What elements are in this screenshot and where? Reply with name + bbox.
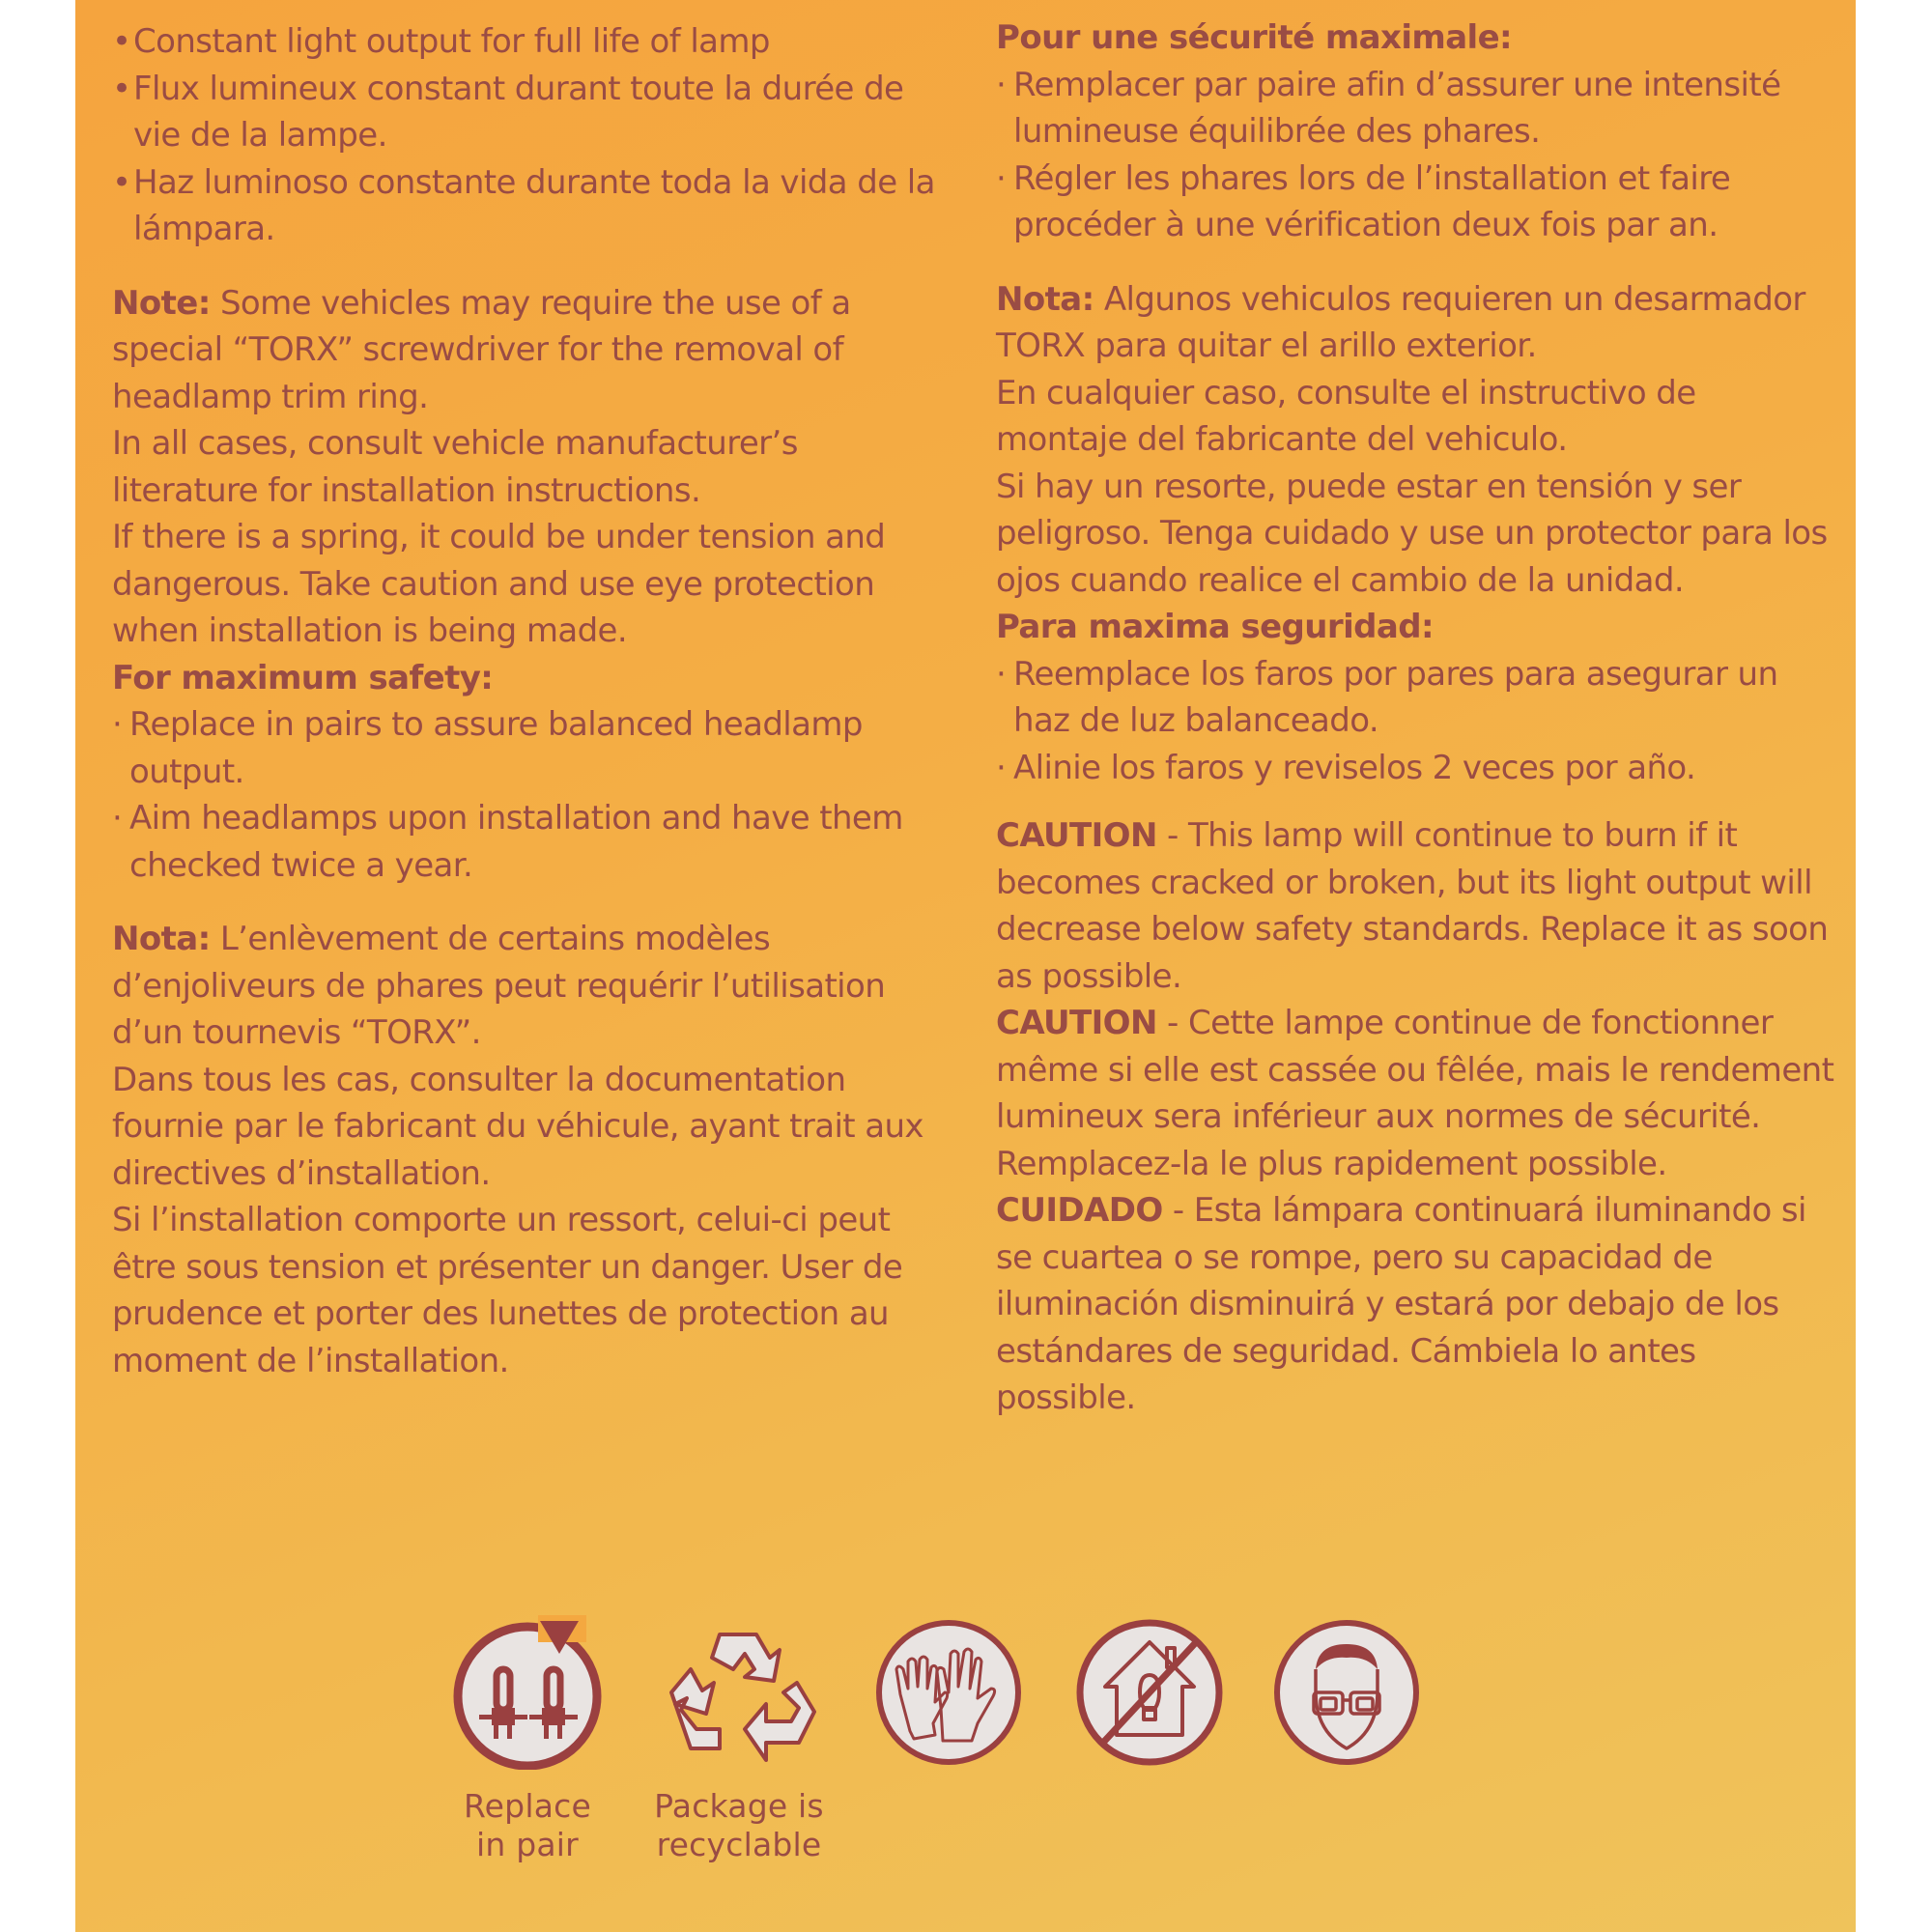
note-es-p2: En cualquier caso, consulte el instructivo de montaje del fabricante del vehiculo. (996, 373, 1696, 459)
icon-row (0, 1615, 1932, 1866)
eye-protection-icon (1269, 1615, 1424, 1770)
note-es-p3: Si hay un resorte, puede estar en tensión y ser peligroso. Tenga cuidado y use un protector para los ojos cuando realice el cambio de la unidad. (996, 467, 1828, 600)
feature-en: • Constant light output for full life of lamp (112, 18, 943, 66)
safety-es-item: · Alinie los faros y reviselos 2 veces por año. (996, 745, 1836, 792)
not-for-household-use (1043, 1615, 1256, 1770)
caution-separator: - (1156, 816, 1188, 855)
note-en-label: Note: (112, 283, 211, 323)
right-column (996, 14, 1836, 1422)
caution-en (996, 812, 1836, 1000)
no-household-use-icon (1072, 1615, 1227, 1770)
note-en-p2: In all cases, consult vehicle manufacturer’s literature for installation instructions. (112, 424, 798, 510)
caution-label: CAUTION (996, 816, 1157, 855)
wear-gloves (842, 1615, 1055, 1770)
package-recyclable (633, 1615, 845, 1864)
note-fr-label: Nota: (112, 920, 211, 958)
left-column (112, 18, 943, 1384)
caution-label: CUIDADO (996, 1191, 1163, 1230)
caution-fr (996, 1000, 1836, 1187)
package-recyclable-label: Package is recyclable (654, 1787, 824, 1863)
recycle-icon (652, 1615, 826, 1770)
safety-en-item: · Aim headlamps upon installation and have them checked twice a year. (112, 795, 943, 889)
safety-en-item: · Replace in pairs to assure balanced headlamp output. (112, 701, 943, 795)
note-fr (112, 916, 943, 1057)
gloves-icon (871, 1615, 1026, 1770)
safety-en-heading: For maximum safety: (112, 658, 494, 697)
note-fr-text: L’enlèvement de certains modèles d’enjoliveurs de phares peut requérir l’utilisation d’un tournevis “TORX”. (112, 920, 886, 1052)
wear-eye-protection (1240, 1615, 1453, 1770)
caution-text: Cette lampe continue de fonctionner même si elle est cassée ou fêlée, mais le rendement lumineux sera inférieur aux normes de sécurité. Remplacez-la le plus rapidement possible. (996, 1004, 1834, 1183)
caution-separator: - (1162, 1191, 1194, 1230)
caution-separator: - (1156, 1004, 1188, 1042)
caution-text: Esta lámpara continuará iluminando si se cuartea o se rompe, pero su capacidad de iluminación disminuirá y estará por debajo de los estándares de seguridad. Cámbiela lo antes possible. (996, 1191, 1806, 1417)
feature-fr: • Flux lumineux constant durant toute la durée de vie de la lampe. (112, 66, 943, 159)
feature-es: • Haz luminoso constante durante toda la vida de la lámpara. (112, 159, 943, 253)
note-fr-p2: Dans tous les cas, consulter la documentation fournie par le fabricant du véhicule, ayant trait aux directives d’installation. (112, 1060, 923, 1193)
note-en-text: Some vehicles may require the use of a special “TORX” screwdriver for the removal of headlamp trim ring. (112, 283, 851, 416)
caution-es (996, 1187, 1836, 1422)
safety-fr-heading: Pour une sécurité maximale: (996, 18, 1513, 57)
replace-in-pair-icon (445, 1615, 610, 1770)
note-es-text: Algunos vehiculos requieren un desarmador TORX para quitar el arillo exterior. (996, 279, 1805, 365)
caution-text: This lamp will continue to burn if it becomes cracked or broken, but its light output will decrease below safety standards. Replace it as soon as possible. (996, 816, 1829, 996)
safety-es-heading: Para maxima seguridad: (996, 608, 1434, 646)
note-en-p3: If there is a spring, it could be under tension and dangerous. Take caution and use eye protection when installation is being made. (112, 518, 886, 650)
caution-label: CAUTION (996, 1004, 1157, 1042)
safety-es-item: · Reemplace los faros por pares para asegurar un haz de luz balanceado. (996, 651, 1836, 745)
note-es (996, 276, 1836, 370)
note-en (112, 280, 943, 421)
replace-in-pair (421, 1615, 634, 1864)
note-fr-p3: Si l’installation comporte un ressort, celui-ci peut être sous tension et présenter un danger. User de prudence et porter des lunettes de protection au moment de l’installation. (112, 1201, 903, 1380)
safety-fr-item: · Régler les phares lors de l’installation et faire procéder à une vérification deux fois par an. (996, 156, 1836, 249)
note-es-label: Nota: (996, 279, 1094, 319)
safety-fr-item: · Remplacer par paire afin d’assurer une intensité lumineuse équilibrée des phares. (996, 62, 1836, 156)
replace-in-pair-label: Replace in pair (464, 1787, 591, 1863)
